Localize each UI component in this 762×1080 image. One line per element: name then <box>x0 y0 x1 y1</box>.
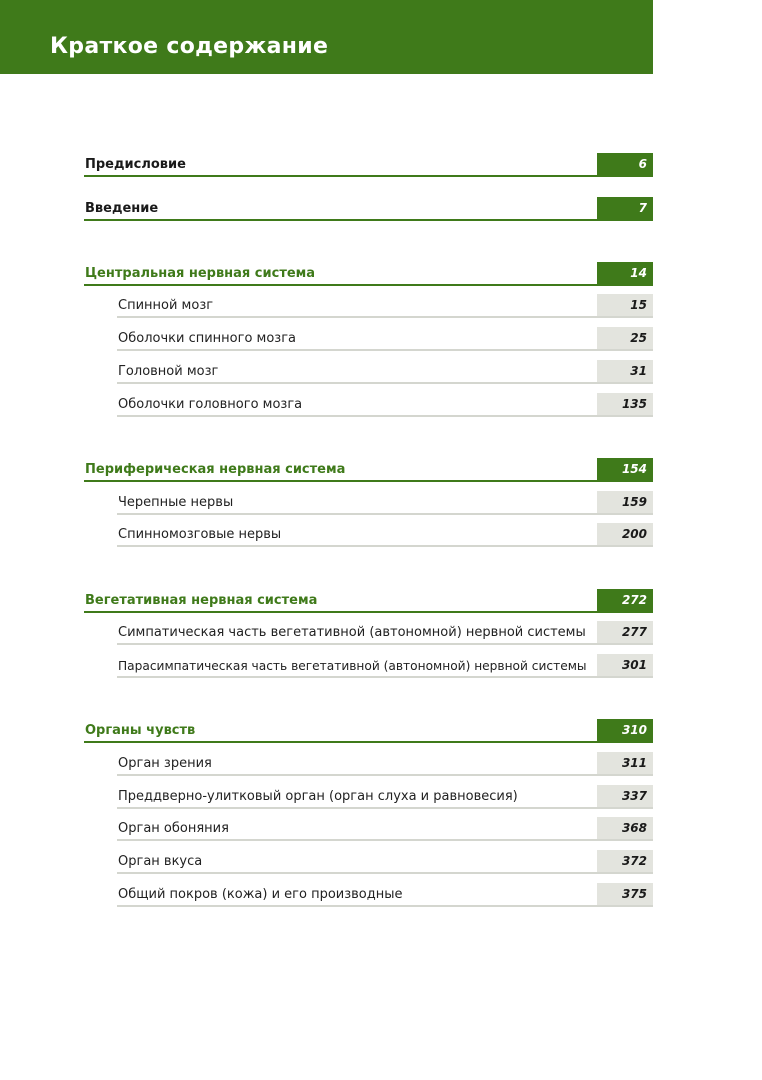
page-title: Краткое содержание <box>50 34 329 59</box>
page-number: 372 <box>621 854 647 868</box>
toc-item-spinal-nerves[interactable] <box>117 523 653 547</box>
divider <box>117 807 653 809</box>
page-number-box <box>597 654 653 676</box>
divider <box>117 839 653 841</box>
toc-entry-label: Предисловие <box>85 157 186 172</box>
page-number-box <box>597 393 653 415</box>
toc-item-ear[interactable] <box>117 785 653 809</box>
page-number: 154 <box>621 462 647 476</box>
divider <box>84 219 653 221</box>
toc-item-label: Черепные нервы <box>118 495 234 510</box>
page-number-box <box>597 850 653 872</box>
toc-section-pns[interactable] <box>84 458 653 482</box>
divider <box>117 316 653 318</box>
page-number-box <box>597 294 653 316</box>
toc-section-label: Органы чувств <box>85 723 196 738</box>
divider <box>117 643 653 645</box>
page-number-box <box>597 817 653 839</box>
page-number-box <box>597 621 653 643</box>
page-number: 200 <box>621 527 647 541</box>
toc-item-label: Симпатическая часть вегетативной (автономной) нервной системы <box>118 625 586 640</box>
divider <box>84 480 653 482</box>
divider <box>117 676 653 678</box>
toc-item-cranial-nerves[interactable] <box>117 491 653 515</box>
page-number-box <box>597 491 653 513</box>
toc-item-spinal-cord[interactable] <box>117 294 653 318</box>
page-number-box <box>597 360 653 382</box>
page-number-box <box>597 262 653 284</box>
page-number-box <box>597 883 653 905</box>
page-number-box <box>597 589 653 611</box>
toc-item-label: Оболочки спинного мозга <box>118 331 297 346</box>
page-number: 14 <box>630 266 647 280</box>
toc-item-label: Спинной мозг <box>118 298 214 313</box>
page-number: 301 <box>621 658 647 672</box>
toc-section-label: Центральная нервная система <box>85 266 316 281</box>
page-number-box <box>597 153 653 175</box>
divider <box>117 415 653 417</box>
page-number: 272 <box>621 593 647 607</box>
toc-section-sense-organs[interactable] <box>84 719 653 743</box>
page-number: 159 <box>621 495 647 509</box>
toc-item-label: Преддверно-улитковый орган (орган слуха и равновесия) <box>118 789 518 804</box>
toc-section-cns[interactable] <box>84 262 653 286</box>
page-number-box <box>597 752 653 774</box>
toc-item-label: Оболочки головного мозга <box>118 397 303 412</box>
page-number-box <box>597 785 653 807</box>
divider <box>84 284 653 286</box>
divider <box>117 545 653 547</box>
toc-item-sympathetic[interactable] <box>117 621 653 645</box>
toc-item-label: Орган зрения <box>118 756 212 771</box>
toc-item-skin[interactable] <box>117 883 653 907</box>
divider <box>84 741 653 743</box>
divider <box>84 175 653 177</box>
toc-item-taste[interactable] <box>117 850 653 874</box>
page-number: 31 <box>630 364 647 378</box>
toc-section-ans[interactable] <box>84 589 653 613</box>
toc-item-brain[interactable] <box>117 360 653 384</box>
divider <box>117 513 653 515</box>
divider <box>117 872 653 874</box>
toc-item-smell[interactable] <box>117 817 653 841</box>
toc-item-label: Орган обоняния <box>118 821 229 836</box>
divider <box>117 905 653 907</box>
toc-item-label: Общий покров (кожа) и его производные <box>118 887 403 902</box>
page-number: 277 <box>621 625 647 639</box>
page-number: 375 <box>621 887 647 901</box>
page-number: 337 <box>621 789 647 803</box>
page-number: 25 <box>630 331 647 345</box>
page-number-box <box>597 719 653 741</box>
toc-item-label: Орган вкуса <box>118 854 203 869</box>
toc-item-label: Головной мозг <box>118 364 219 379</box>
toc-entry-introduction[interactable] <box>84 197 653 221</box>
toc-section-label: Периферическая нервная система <box>85 462 346 477</box>
page-number: 311 <box>621 756 647 770</box>
page-number: 15 <box>630 298 647 312</box>
toc-entry-label: Введение <box>85 201 159 216</box>
page-number: 310 <box>621 723 647 737</box>
toc-item-spinal-meninges[interactable] <box>117 327 653 351</box>
page-number: 135 <box>621 397 647 411</box>
page-number: 368 <box>621 821 647 835</box>
page-number: 7 <box>638 201 647 215</box>
page-number-box <box>597 523 653 545</box>
divider <box>117 349 653 351</box>
divider <box>84 611 653 613</box>
toc-entry-preface[interactable] <box>84 153 653 177</box>
page-number-box <box>597 458 653 480</box>
toc-item-label: Спинномозговые нервы <box>118 527 282 542</box>
page-number-box <box>597 327 653 349</box>
toc-item-eye[interactable] <box>117 752 653 776</box>
divider <box>117 382 653 384</box>
page-number-box <box>597 197 653 219</box>
toc-section-label: Вегетативная нервная система <box>85 593 318 608</box>
toc-item-label: Парасимпатическая часть вегетативной (автономной) нервной системы <box>118 659 587 673</box>
toc-item-brain-meninges[interactable] <box>117 393 653 417</box>
toc-item-parasympathetic[interactable] <box>117 654 653 678</box>
page-number: 6 <box>638 157 647 171</box>
divider <box>117 774 653 776</box>
